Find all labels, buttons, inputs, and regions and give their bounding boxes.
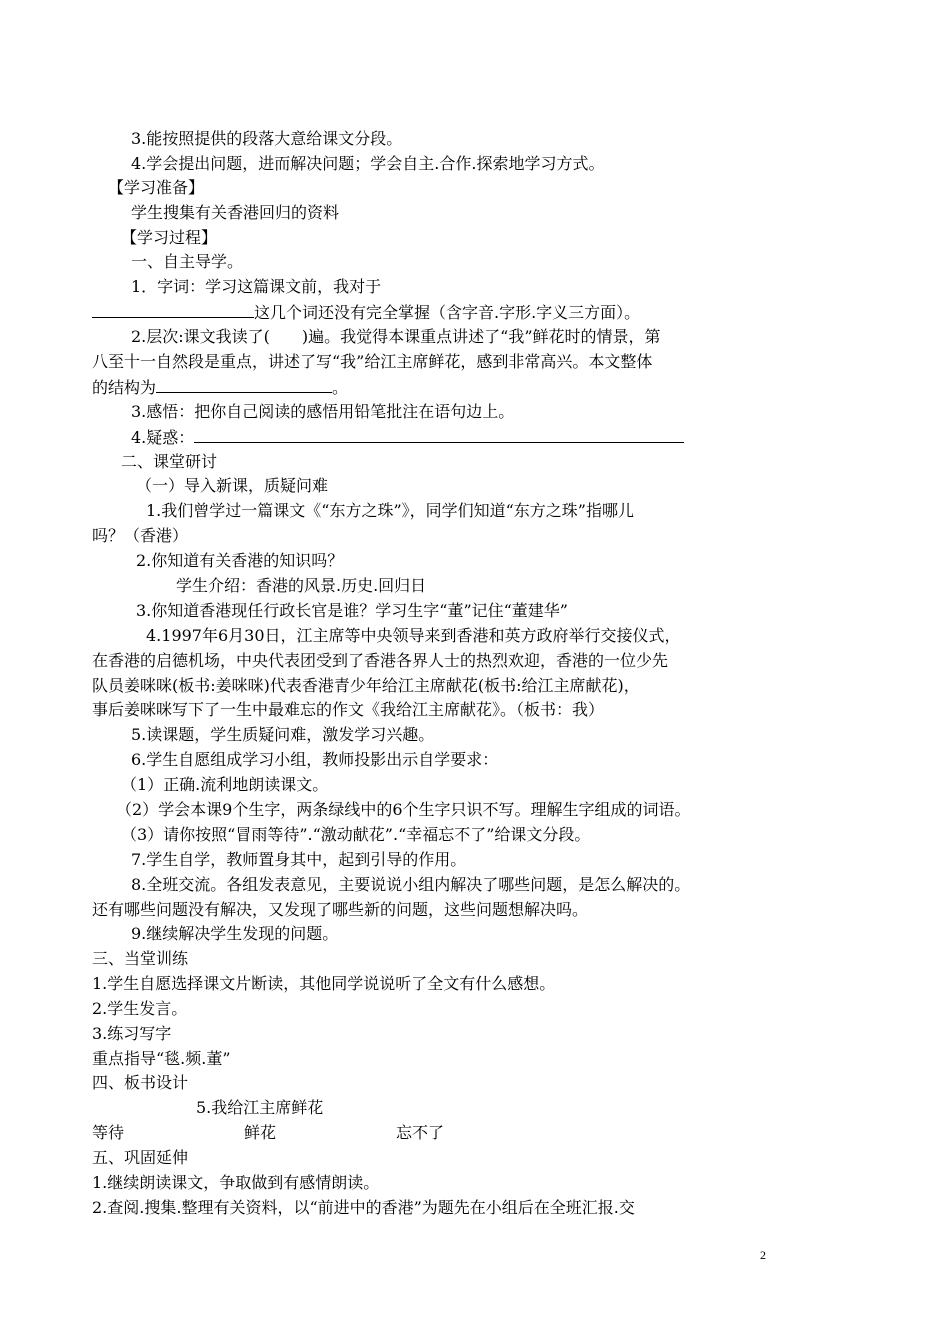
q4-line (131, 427, 684, 448)
q3-line: 3.感悟：把你自己阅读的感悟用铅笔批注在语句边上。 (131, 402, 515, 421)
prep-heading: 【学习准备】 (108, 178, 205, 197)
page-number: 2 (760, 1248, 766, 1262)
part1-title: 一、自主导学。 (131, 252, 244, 271)
objective-3: 3.能按照提供的段落大意给课文分段。 (131, 129, 403, 148)
t3-line: 3.练习写字 (92, 1024, 172, 1043)
s4-line-a: 4.1997年6月30日，江主席等中央领导来到香港和英方政府举行交接仪式， (146, 626, 681, 645)
q1-line-b (92, 302, 640, 323)
part3-title: 三、当堂训练 (92, 949, 189, 968)
q4-text: 4.疑惑： (131, 428, 195, 447)
s2-line: 2.你知道有关香港的知识吗？ (136, 551, 344, 570)
s6-item-1: （1）正确.流利地朗读课文。 (121, 775, 329, 794)
q2-line-b: 八至十一自然段是重点，讲述了写“我”给江主席鲜花，感到非常高兴。本文整体 (92, 352, 653, 371)
s8-line-a: 8.全班交流。各组发表意见，主要说说小组内解决了哪些问题，是怎么解决的。 (131, 875, 691, 894)
part2-sub1: （一）导入新课，质疑问难 (136, 476, 329, 495)
s4-line-c: 队员姜咪咪(板书:姜咪咪)代表香港青少年给江主席献花(板书:给江主席献花)， (92, 676, 640, 695)
q4-blank[interactable] (194, 427, 684, 443)
q2-end: 。 (332, 378, 349, 397)
s4-line-b: 在香港的启德机场，中央代表团受到了香港各界人士的热烈欢迎，香港的一位少先 (92, 651, 669, 670)
q1-text: 这几个词还没有完全掌握（含字音.字形.字义三方面）。 (254, 303, 641, 322)
board-title: 5.我给江主席鲜花 (196, 1098, 324, 1117)
s3-line: 3.你知道香港现任行政长官是谁？学习生字“董”记住“董建华” (136, 601, 568, 620)
s6-item-3: （3）请你按照“冒雨等待”.“激动献花”.“幸福忘不了”给课文分段。 (121, 825, 591, 844)
board-item-1: 等待 (92, 1123, 125, 1142)
part4-title: 四、板书设计 (92, 1073, 189, 1092)
s6-item-2: （2）学会本课9个生字，两条绿线中的6个生字只识不写。理解生字组成的词语。 (116, 800, 691, 819)
s7-line: 7.学生自学，教师置身其中，起到引导的作用。 (131, 850, 467, 869)
q2-line-c (92, 377, 348, 398)
s6-line: 6.学生自愿组成学习小组，教师投影出示自学要求： (131, 750, 499, 769)
objective-4: 4.学会提出问题，进而解决问题；学会自主.合作.探索地学习方式。 (131, 154, 605, 173)
s1-line-b: 吗？（香港） (92, 526, 189, 545)
part2-title: 二、课堂研讨 (121, 452, 218, 471)
part5-title: 五、巩固延伸 (92, 1148, 189, 1167)
q1-line-a: 1．字词：学习这篇课文前，我对于 (131, 277, 382, 296)
t4-line: 重点指导“毯.频.董” (92, 1049, 231, 1068)
e1-line: 1.继续朗读课文，争取做到有感情朗读。 (92, 1173, 380, 1192)
s9-line: 9.继续解决学生发现的问题。 (131, 924, 339, 943)
t2-line: 2.学生发言。 (92, 999, 188, 1018)
t1-line: 1.学生自愿选择课文片断读，其他同学说说听了全文有什么感想。 (92, 974, 556, 993)
q2-blank[interactable] (156, 377, 332, 393)
process-heading: 【学习过程】 (121, 228, 218, 247)
q2-line-a: 2.层次:课文我读了( )遍。我觉得本课重点讲述了“我”鲜花时的情景，第 (131, 327, 661, 346)
s1-line-a: 1.我们曾学过一篇课文《“东方之珠”》，同学们知道“东方之珠”指哪儿 (146, 501, 634, 520)
board-item-2: 鲜花 (244, 1123, 277, 1142)
s5-line: 5.读课题，学生质疑问难，激发学习兴趣。 (131, 725, 435, 744)
s2-intro: 学生介绍：香港的风景.历史.回归日 (176, 576, 427, 595)
q2-text: 的结构为 (92, 378, 157, 397)
s8-line-b: 还有哪些问题没有解决，又发现了哪些新的问题，这些问题想解决吗。 (92, 900, 589, 919)
board-item-3: 忘不了 (396, 1123, 445, 1142)
prep-text: 学生搜集有关香港回归的资料 (131, 203, 340, 222)
s4-line-d: 事后姜咪咪写下了一生中最难忘的作文《我给江主席献花》。（板书：我） (92, 700, 605, 719)
q1-blank[interactable] (92, 302, 254, 318)
e2-line: 2.查阅.搜集.整理有关资料，以“前进中的香港”为题先在小组后在全班汇报.交 (92, 1198, 635, 1217)
